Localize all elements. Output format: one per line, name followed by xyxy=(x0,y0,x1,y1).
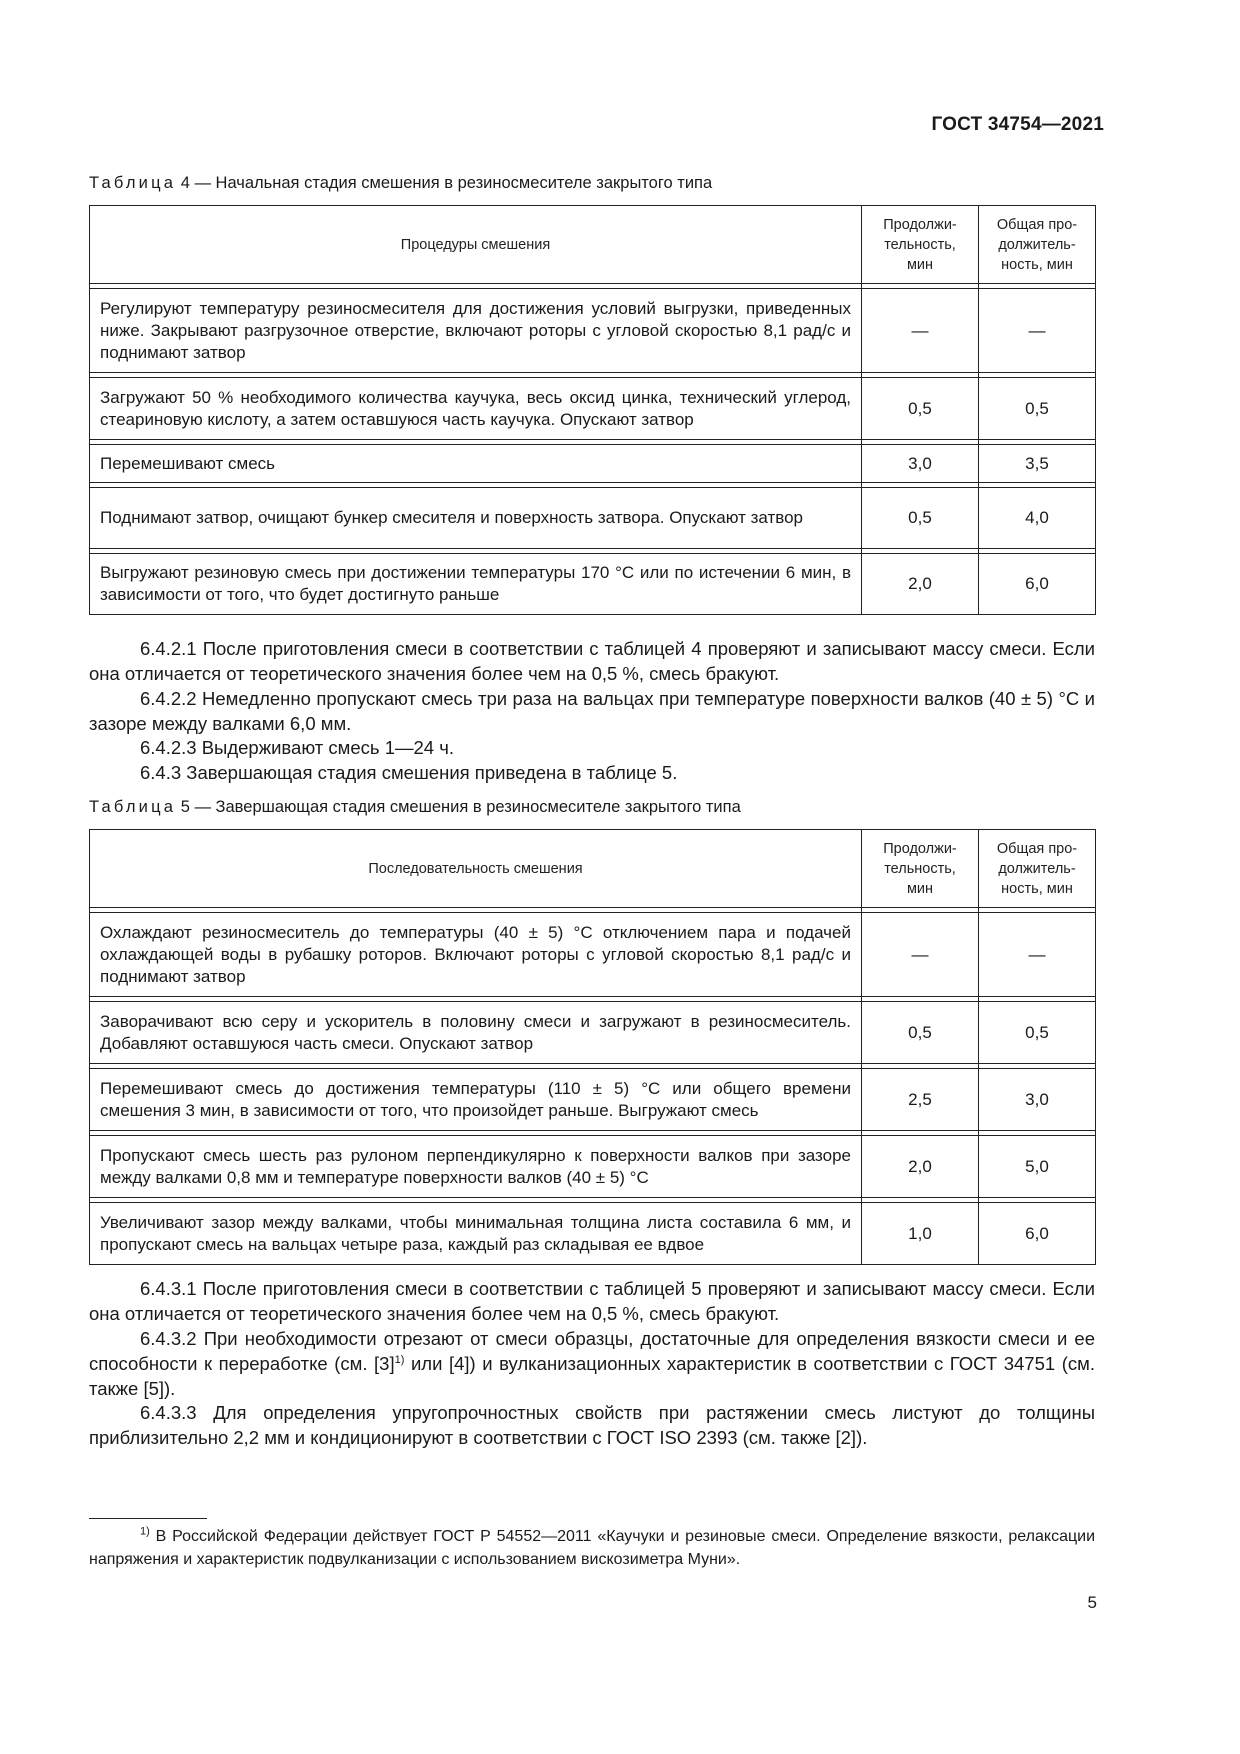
table5-row3-duration: 2,5 xyxy=(862,1069,979,1131)
table4-row3-total: 3,5 xyxy=(979,445,1096,483)
table-row xyxy=(90,445,1096,483)
table-row xyxy=(90,378,1096,440)
paragraph-6-4-3-text: 6.4.3 Завершающая стадия смешения приведена в таблице 5. xyxy=(140,762,678,783)
table5-row2-total: 0,5 xyxy=(979,1002,1096,1064)
table-row xyxy=(90,1002,1096,1064)
table4-row5-text: Выгружают резиновую смесь при достижении температуры 170 °C или по истечении 6 мин, в зависимости от того, что будет достигнуто раньше xyxy=(90,554,862,615)
table4-row3-duration: 3,0 xyxy=(862,445,979,483)
table5 xyxy=(89,829,1096,1265)
paragraph-6-4-3-1 xyxy=(89,1276,1095,1326)
table4-header-total: Общая про-должитель-ность, мин xyxy=(979,206,1096,284)
table-row xyxy=(90,1069,1096,1131)
table4 xyxy=(89,205,1096,615)
paragraph-6-4-3-3 xyxy=(89,1400,1095,1450)
table4-row2-duration: 0,5 xyxy=(862,378,979,440)
table4-row2-total: 0,5 xyxy=(979,378,1096,440)
footnote-divider xyxy=(89,1518,207,1519)
table5-row5-text: Увеличивают зазор между валками, чтобы минимальная толщина листа составила 6 мм, и пропускают смесь на вальцах четыре раза, каждый раз складывая ее вдвое xyxy=(90,1203,862,1265)
table4-row4-total: 4,0 xyxy=(979,488,1096,549)
table5-row2-duration: 0,5 xyxy=(862,1002,979,1064)
table5-header-row xyxy=(90,830,1096,908)
table4-row5-duration: 2,0 xyxy=(862,554,979,615)
table5-row5-duration: 1,0 xyxy=(862,1203,979,1265)
paragraph-6-4-2-2-text: 6.4.2.2 Немедленно пропускают смесь три раза на вальцах при температуре поверхности валков (40 ± 5) °С и зазоре между валками 6,0 мм. xyxy=(89,688,1095,734)
table5-caption xyxy=(89,798,741,817)
table4-header-duration: Продолжи-тельность, мин xyxy=(862,206,979,284)
table5-row1-text: Охлаждают резиносмеситель до температуры (40 ± 5) °С отключением пара и подачей охлаждающей воды в рубашку роторов. Включают роторы с угловой скоростью 8,1 рад/с и поднимают затвор xyxy=(90,913,862,997)
table5-row3-text: Перемешивают смесь до достижения температуры (110 ± 5) °С или общего времени смешения 3 мин, в зависимости от того, что произойдет раньше. Выгружают смесь xyxy=(90,1069,862,1131)
table5-row3-total: 3,0 xyxy=(979,1069,1096,1131)
table5-row4-total: 5,0 xyxy=(979,1136,1096,1198)
table-row xyxy=(90,1203,1096,1265)
table4-row1-duration: — xyxy=(862,289,979,373)
paragraph-6-4-2-3-text: 6.4.2.3 Выдерживают смесь 1—24 ч. xyxy=(140,737,454,758)
table4-row5-total: 6,0 xyxy=(979,554,1096,615)
table4-caption-text: 4 — Начальная стадия смешения в резиносмесителе закрытого типа xyxy=(176,174,713,192)
table4-header-row xyxy=(90,206,1096,284)
footnote-text: В Российской Федерации действует ГОСТ Р 54552—2011 «Каучуки и резиновые смеси. Определение вязкости, релаксации напряжения и характеристик подвулканизации с использованием вискозиметра Муни». xyxy=(89,1528,1095,1568)
paragraph-6-4-3-2-text-a: 6.4.3.2 При необходимости отрезают от смеси образцы, достаточные для определения вязкости смеси и ее способности к переработке (см. [3] xyxy=(89,1328,1095,1374)
table5-row4-text: Пропускают смесь шесть раз рулоном перпендикулярно к поверхности валков при зазоре между валками 0,8 мм и температуре поверхности валков (40 ± 5) °С xyxy=(90,1136,862,1198)
table4-row4-text: Поднимают затвор, очищают бункер смесителя и поверхность затвора. Опускают затвор xyxy=(90,488,862,549)
table4-row1-total: — xyxy=(979,289,1096,373)
paragraph-6-4-3-2 xyxy=(89,1326,1095,1401)
table5-row4-duration: 2,0 xyxy=(862,1136,979,1198)
table-row xyxy=(90,488,1096,549)
table4-row3-text: Перемешивают смесь xyxy=(90,445,862,483)
table4-row4-duration: 0,5 xyxy=(862,488,979,549)
table5-row5-total: 6,0 xyxy=(979,1203,1096,1265)
table5-header-procedure: Последовательность смешения xyxy=(90,830,862,908)
table5-row2-text: Заворачивают всю серу и ускоритель в половину смеси и загружают в резиносмеситель. Добавляют оставшуюся часть смеси. Опускают затвор xyxy=(90,1002,862,1064)
footnote-marker: 1) xyxy=(140,1525,150,1538)
paragraph-6-4-2-1 xyxy=(89,636,1095,686)
table5-row1-duration: — xyxy=(862,913,979,997)
table4-caption xyxy=(89,174,712,193)
table-row xyxy=(90,913,1096,997)
table5-row1-total: — xyxy=(979,913,1096,997)
table-row xyxy=(90,289,1096,373)
paragraph-6-4-3-3-text: 6.4.3.3 Для определения упругопрочностных свойств при растяжении смесь листуют до толщины приблизительно 2,2 мм и кондиционируют в соответствии с ГОСТ ISO 2393 (см. также [2]). xyxy=(89,1402,1095,1448)
paragraph-6-4-3-2-text-b: или [4]) и вулканизационных характеристик в соответствии с ГОСТ 34751 (см. также [5]). xyxy=(89,1353,1095,1399)
table-row xyxy=(90,554,1096,615)
page-number: 5 xyxy=(1087,1593,1097,1612)
table4-row1-text: Регулируют температуру резиносмесителя для достижения условий выгрузки, приведенных ниже. Закрывают разгрузочное отверстие, включают роторы с угловой скоростью 8,1 рад/с и поднимают затвор xyxy=(90,289,862,373)
paragraph-6-4-2-2 xyxy=(89,686,1095,736)
paragraph-6-4-2-3 xyxy=(89,735,1095,760)
table5-caption-label: Таблица xyxy=(89,798,177,816)
footnote-reference: 1) xyxy=(394,1353,405,1366)
table5-header-total: Общая про-должитель-ность, мин xyxy=(979,830,1096,908)
paragraph-6-4-3-1-text: 6.4.3.1 После приготовления смеси в соответствии с таблицей 5 проверяют и записывают массу смеси. Если она отличается от теоретического значения более чем на 0,5 %, смесь бракуют. xyxy=(89,1278,1095,1324)
table4-row2-text: Загружают 50 % необходимого количества каучука, весь оксид цинка, технический углерод, стеариновую кислоту, а затем оставшуюся часть каучука. Опускают затвор xyxy=(90,378,862,440)
table5-caption-text: 5 — Завершающая стадия смешения в резиносмесителе закрытого типа xyxy=(176,798,741,816)
standard-designation: ГОСТ 34754—2021 xyxy=(931,114,1104,135)
table4-caption-label: Таблица xyxy=(89,174,177,192)
paragraph-6-4-3 xyxy=(89,760,1095,785)
footnote xyxy=(89,1525,1095,1571)
table-row xyxy=(90,1136,1096,1198)
table4-header-procedure: Процедуры смешения xyxy=(90,206,862,284)
paragraph-6-4-2-1-text: 6.4.2.1 После приготовления смеси в соответствии с таблицей 4 проверяют и записывают массу смеси. Если она отличается от теоретического значения более чем на 0,5 %, смесь бракуют. xyxy=(89,638,1095,684)
table5-header-duration: Продолжи-тельность, мин xyxy=(862,830,979,908)
